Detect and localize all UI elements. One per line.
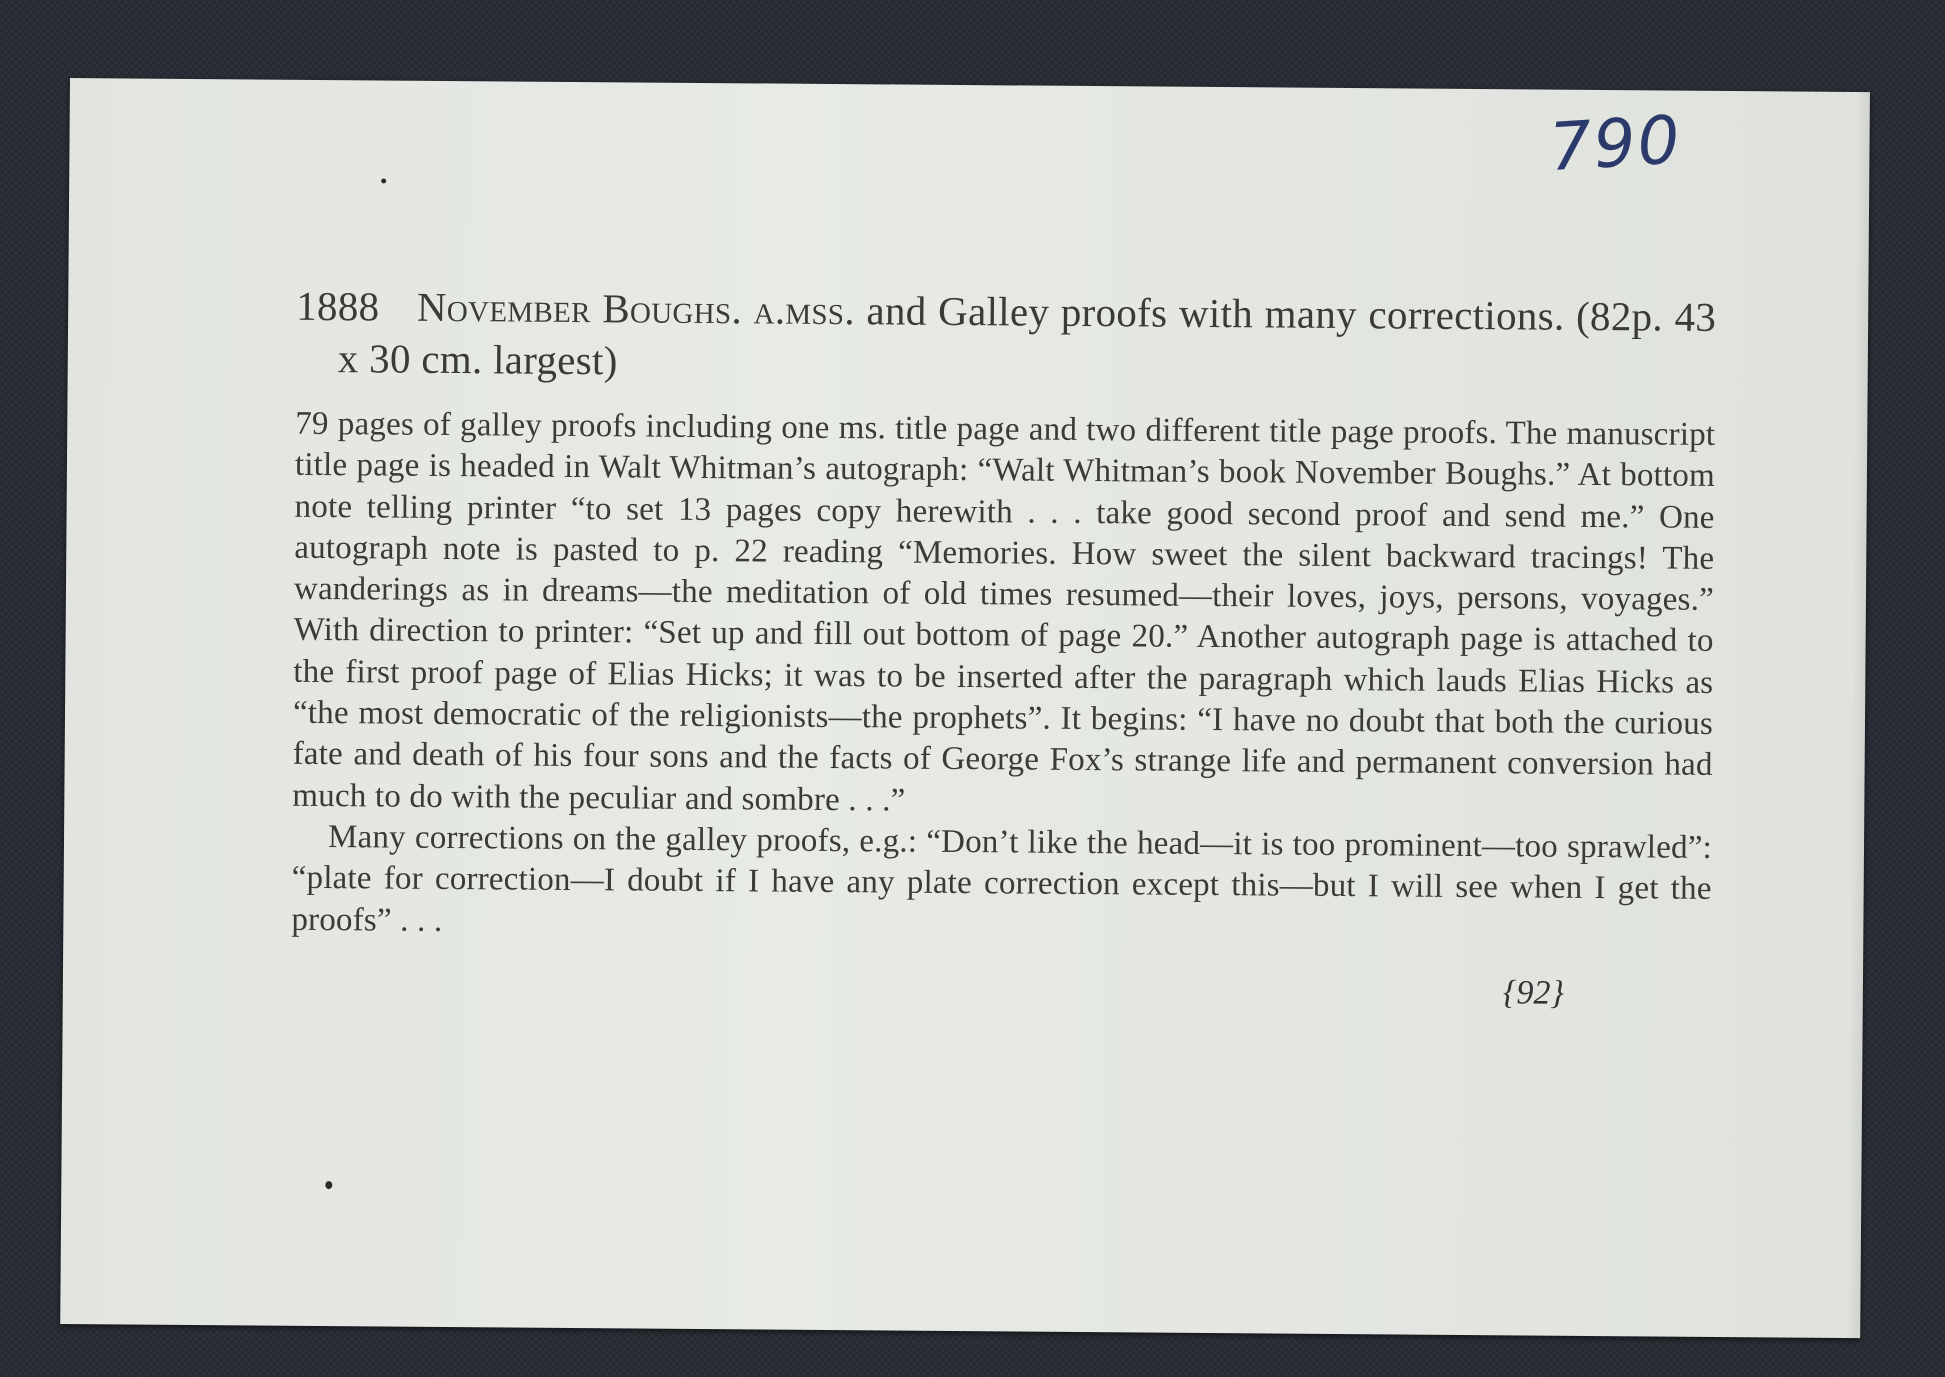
catalog-entry bbox=[291, 280, 1716, 952]
ink-speck bbox=[325, 1181, 332, 1189]
ink-speck bbox=[381, 178, 386, 183]
entry-year: 1888 bbox=[296, 282, 380, 330]
page-count: {92} bbox=[1502, 974, 1565, 1012]
entry-paragraph: 79 pages of galley proofs including one ms. title page and two different title page proofs. The manuscript title page is headed in Walt Whitman’s autograph: “Walt Whitman’s book November Boughs.” At bottom note telling printer “to set 13 pages copy herewith . . . take good second proof and send me.” One autograph note is pasted to p. 22 reading “Memories. How sweet the silent backward tracings! The wanderings as in dreams—the meditation of old times resumed—their loves, joys, persons, voyages.” With direction to printer: “Set up and fill out bottom of page 20.” Another autograph page is attached to the first proof page of Elias Hicks; it was to be inserted after the paragraph which lauds Elias Hicks as “the most democratic of the religionists—the prophets”. It begins: “I have no doubt that both the curious fate and death of his four sons and the facts of George Fox’s strange life and permanent conversion had much to do with the peculiar and sombre . . .” bbox=[292, 405, 1716, 819]
entry-body bbox=[291, 404, 1715, 952]
card-edge-shadow bbox=[1846, 92, 1870, 1338]
catalog-card bbox=[60, 78, 1870, 1338]
entry-format: a.mss. bbox=[753, 286, 856, 334]
entry-heading bbox=[296, 280, 1717, 395]
entry-title: November Boughs. bbox=[416, 283, 743, 333]
handwritten-catalog-number: 790 bbox=[1547, 101, 1684, 187]
entry-paragraph: Many corrections on the galley proofs, e.g.: “Don’t like the head—it is too prominent—too sprawled”: “plate for correction—I doubt if I have any plate correction except this—but I will see when I get the proofs” . . . bbox=[291, 819, 1713, 939]
entry-description: and Galley proofs with many corrections. (82p. 43 x 30 cm. largest) bbox=[337, 287, 1717, 384]
